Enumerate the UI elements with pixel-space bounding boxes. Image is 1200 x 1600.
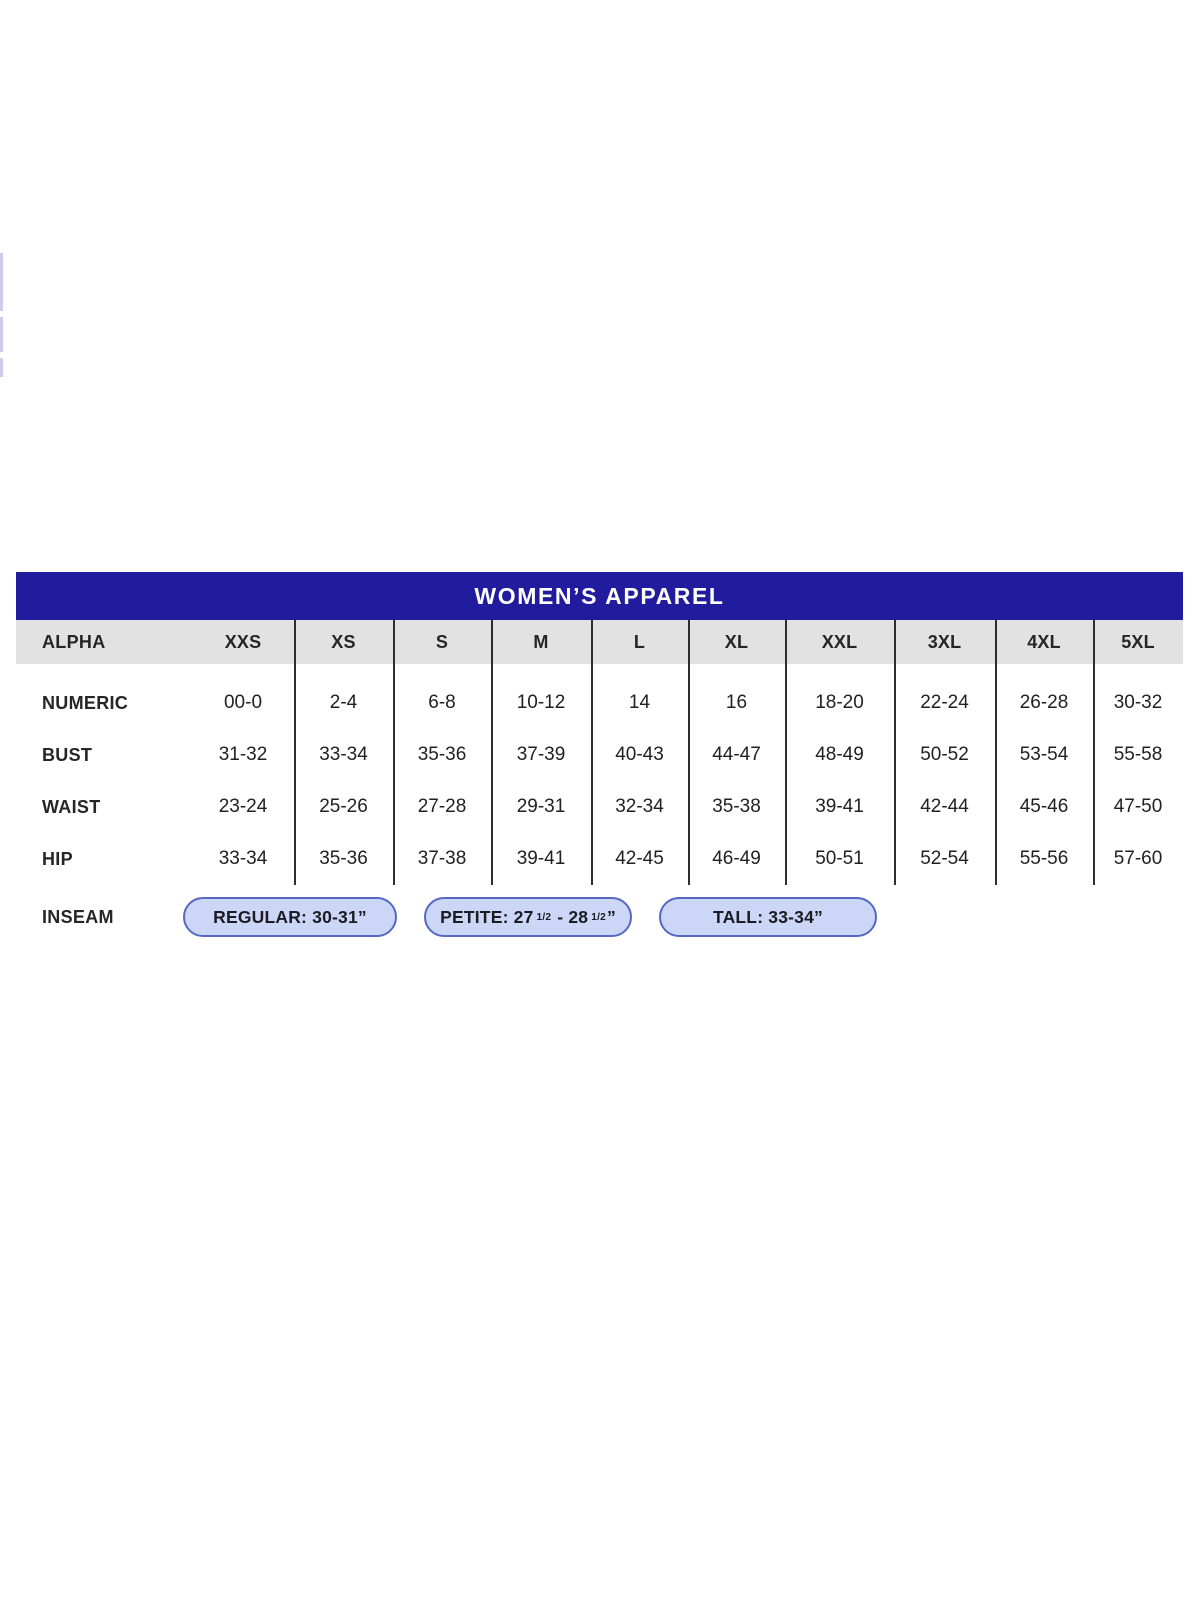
size-cell: 29-31 — [516, 796, 566, 817]
size-cell: 10-12 — [516, 692, 566, 713]
inseam-petite-pill[interactable] — [424, 897, 632, 937]
table-title: WOMEN’S APPAREL — [474, 582, 725, 609]
size-header-row — [16, 620, 1183, 664]
size-cell: 33-34 — [218, 848, 268, 869]
size-cell: 25-26 — [319, 796, 368, 817]
inseam-petite-label-part3: ” — [606, 906, 616, 927]
column-divider — [688, 620, 690, 885]
size-cell: 42-44 — [920, 796, 969, 817]
womens-apparel-size-table — [16, 572, 1183, 939]
size-cell: 52-54 — [920, 848, 969, 869]
column-divider — [995, 620, 997, 885]
inseam-petite-label-part2: - 28 — [552, 906, 589, 927]
left-edge-artifact — [0, 358, 3, 377]
size-cell: 37-38 — [417, 848, 467, 869]
size-cell: 50-51 — [815, 848, 864, 869]
size-cell: 23-24 — [218, 796, 268, 817]
inseam-pill-group — [183, 897, 877, 937]
size-cell: 40-43 — [615, 744, 664, 765]
inseam-petite-label-part1: PETITE: 27 — [440, 906, 534, 927]
inseam-petite-fraction2: 1/2 — [591, 911, 606, 923]
row-label: WAIST — [42, 796, 101, 817]
size-cell: 39-41 — [516, 848, 566, 869]
size-col-header-xl: XL — [724, 631, 749, 652]
size-cell: 27-28 — [417, 796, 467, 817]
table-title-bar — [16, 572, 1183, 620]
size-col-header-s: S — [435, 631, 449, 652]
column-divider — [785, 620, 787, 885]
table-row-bust — [16, 729, 1183, 781]
size-cell: 31-32 — [218, 744, 268, 765]
size-cell: 44-47 — [712, 744, 761, 765]
size-col-header-3xl: 3XL — [927, 631, 962, 652]
column-divider — [591, 620, 593, 885]
inseam-regular-label: REGULAR: 30-31” — [213, 906, 367, 927]
size-cell: 00-0 — [223, 692, 263, 713]
row-label: BUST — [42, 744, 93, 765]
size-cell: 6-8 — [428, 692, 456, 713]
column-divider — [491, 620, 493, 885]
size-col-header-l: L — [633, 631, 646, 652]
table-row-hip — [16, 833, 1183, 885]
size-cell: 35-36 — [417, 744, 467, 765]
size-cell: 14 — [628, 692, 651, 713]
size-cell: 53-54 — [1019, 744, 1069, 765]
size-cell: 42-45 — [615, 848, 664, 869]
row-label: NUMERIC — [42, 692, 129, 713]
column-divider — [1093, 620, 1095, 885]
size-col-header-5xl: 5XL — [1121, 631, 1155, 652]
size-col-header-xs: XS — [331, 631, 356, 652]
size-cell: 45-46 — [1019, 796, 1069, 817]
size-cell: 39-41 — [815, 796, 864, 817]
inseam-regular-pill[interactable] — [183, 897, 397, 937]
size-col-header-m: M — [533, 631, 549, 652]
inseam-tall-label: TALL: 33-34” — [712, 906, 823, 927]
inseam-petite-fraction1: 1/2 — [536, 911, 552, 923]
size-cell: 48-49 — [815, 744, 864, 765]
column-divider — [294, 620, 296, 885]
size-cell: 35-38 — [712, 796, 761, 817]
size-cell: 33-34 — [319, 744, 368, 765]
inseam-row — [16, 895, 1183, 939]
left-edge-artifact — [0, 253, 3, 311]
size-col-header-xxs: XXS — [224, 631, 262, 652]
size-col-header-4xl: 4XL — [1027, 631, 1061, 652]
size-col-header-xxl: XXL — [821, 631, 858, 652]
row-label: HIP — [42, 848, 73, 869]
alpha-header-label: ALPHA — [42, 631, 106, 652]
table-row-waist — [16, 781, 1183, 833]
inseam-tall-pill[interactable] — [659, 897, 877, 937]
size-cell: 22-24 — [920, 692, 969, 713]
size-cell: 18-20 — [815, 692, 864, 713]
size-cell: 57-60 — [1113, 848, 1163, 869]
size-cell: 32-34 — [615, 796, 664, 817]
column-divider — [894, 620, 896, 885]
size-cell: 55-58 — [1113, 744, 1163, 765]
size-cell: 50-52 — [920, 744, 969, 765]
size-cell: 37-39 — [516, 744, 566, 765]
size-cell: 46-49 — [712, 848, 761, 869]
size-cell: 55-56 — [1019, 848, 1069, 869]
size-cell: 47-50 — [1113, 796, 1163, 817]
left-edge-artifact — [0, 317, 3, 352]
size-cell: 26-28 — [1019, 692, 1069, 713]
row-label-inseam: INSEAM — [42, 906, 114, 927]
size-cell: 2-4 — [329, 692, 358, 713]
size-cell: 35-36 — [319, 848, 368, 869]
size-cell: 16 — [725, 692, 748, 713]
table-body — [16, 677, 1183, 939]
column-divider — [393, 620, 395, 885]
size-cell: 30-32 — [1113, 692, 1163, 713]
table-row-numeric — [16, 677, 1183, 729]
